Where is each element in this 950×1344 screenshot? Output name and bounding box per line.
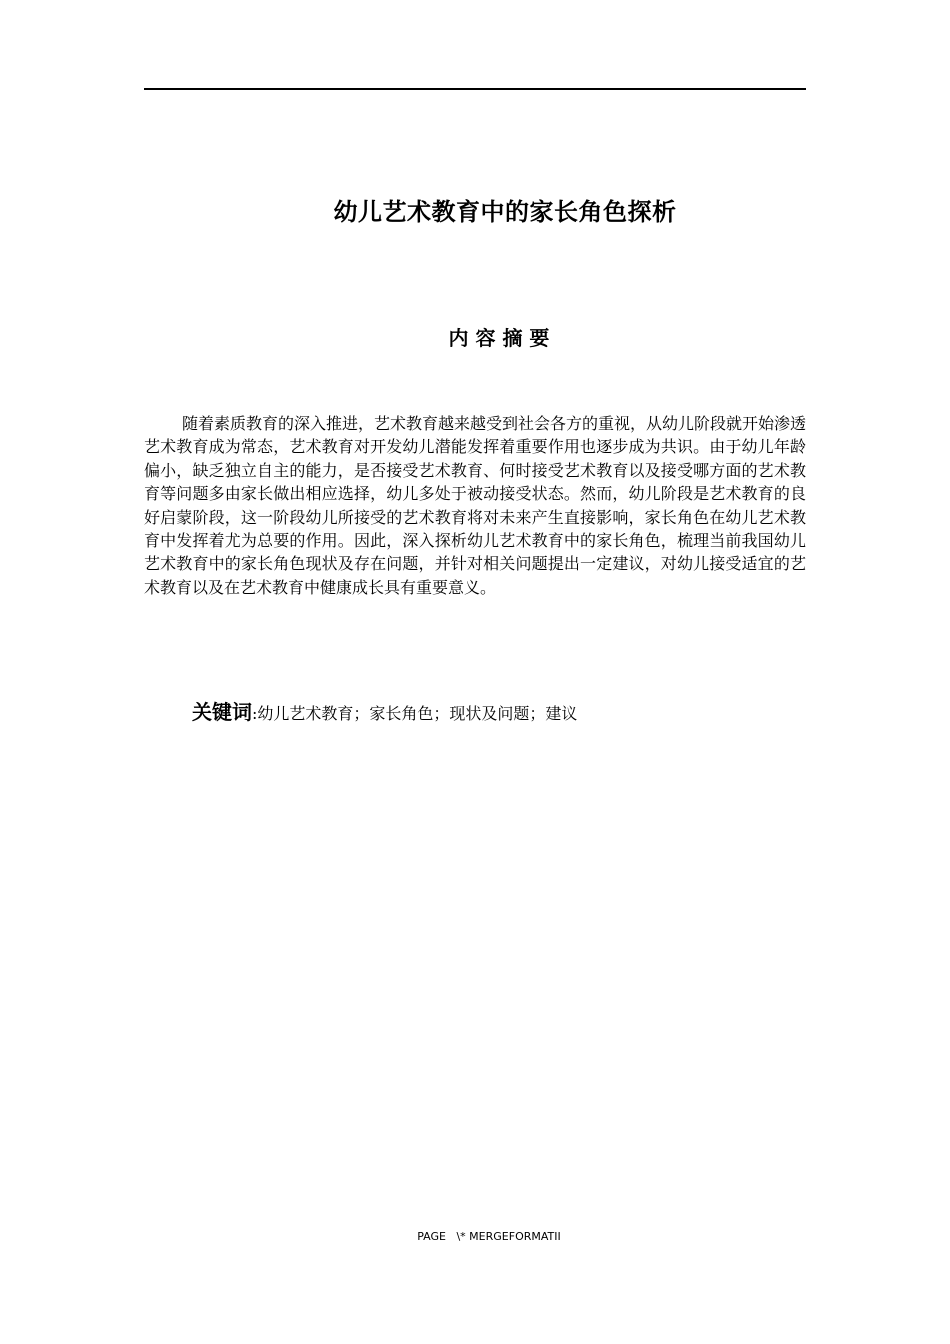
document-title: 幼儿艺术教育中的家长角色探析 xyxy=(333,198,677,226)
keywords-label: 关键词 xyxy=(192,700,252,724)
abstract-heading: 内 容 摘 要 xyxy=(448,326,550,350)
keywords-line xyxy=(192,698,806,728)
page-number-field: PAGE \* MERGEFORMATII xyxy=(417,1230,561,1243)
abstract-body: 随着素质教育的深入推进，艺术教育越来越受到社会各方的重视，从幼儿阶段就开始渗透艺术教育成为常态，艺术教育对开发幼儿潜能发挥着重要作用也逐步成为共识。由于幼儿年龄偏小，缺乏独立自主的能力，是否接受艺术教育、何时接受艺术教育以及接受哪方面的艺术教育等问题多由家长做出相应选择，幼儿多处于被动接受状态。然而，幼儿阶段是艺术教育的良好启蒙阶段，这一阶段幼儿所接受的艺术教育将对未来产生直接影响，家长角色在幼儿艺术教育中发挥着尤为总要的作用。因此，深入探析幼儿艺术教育中的家长角色，梳理当前我国幼儿艺术教育中的家长角色现状及存在问题，并针对相关问题提出一定建议，对幼儿接受适宜的艺术教育以及在艺术教育中健康成长具有重要意义。 xyxy=(144,414,807,597)
keywords-text: :幼儿艺术教育；家长角色；现状及问题；建议 xyxy=(252,704,578,723)
header-rule xyxy=(144,88,806,90)
